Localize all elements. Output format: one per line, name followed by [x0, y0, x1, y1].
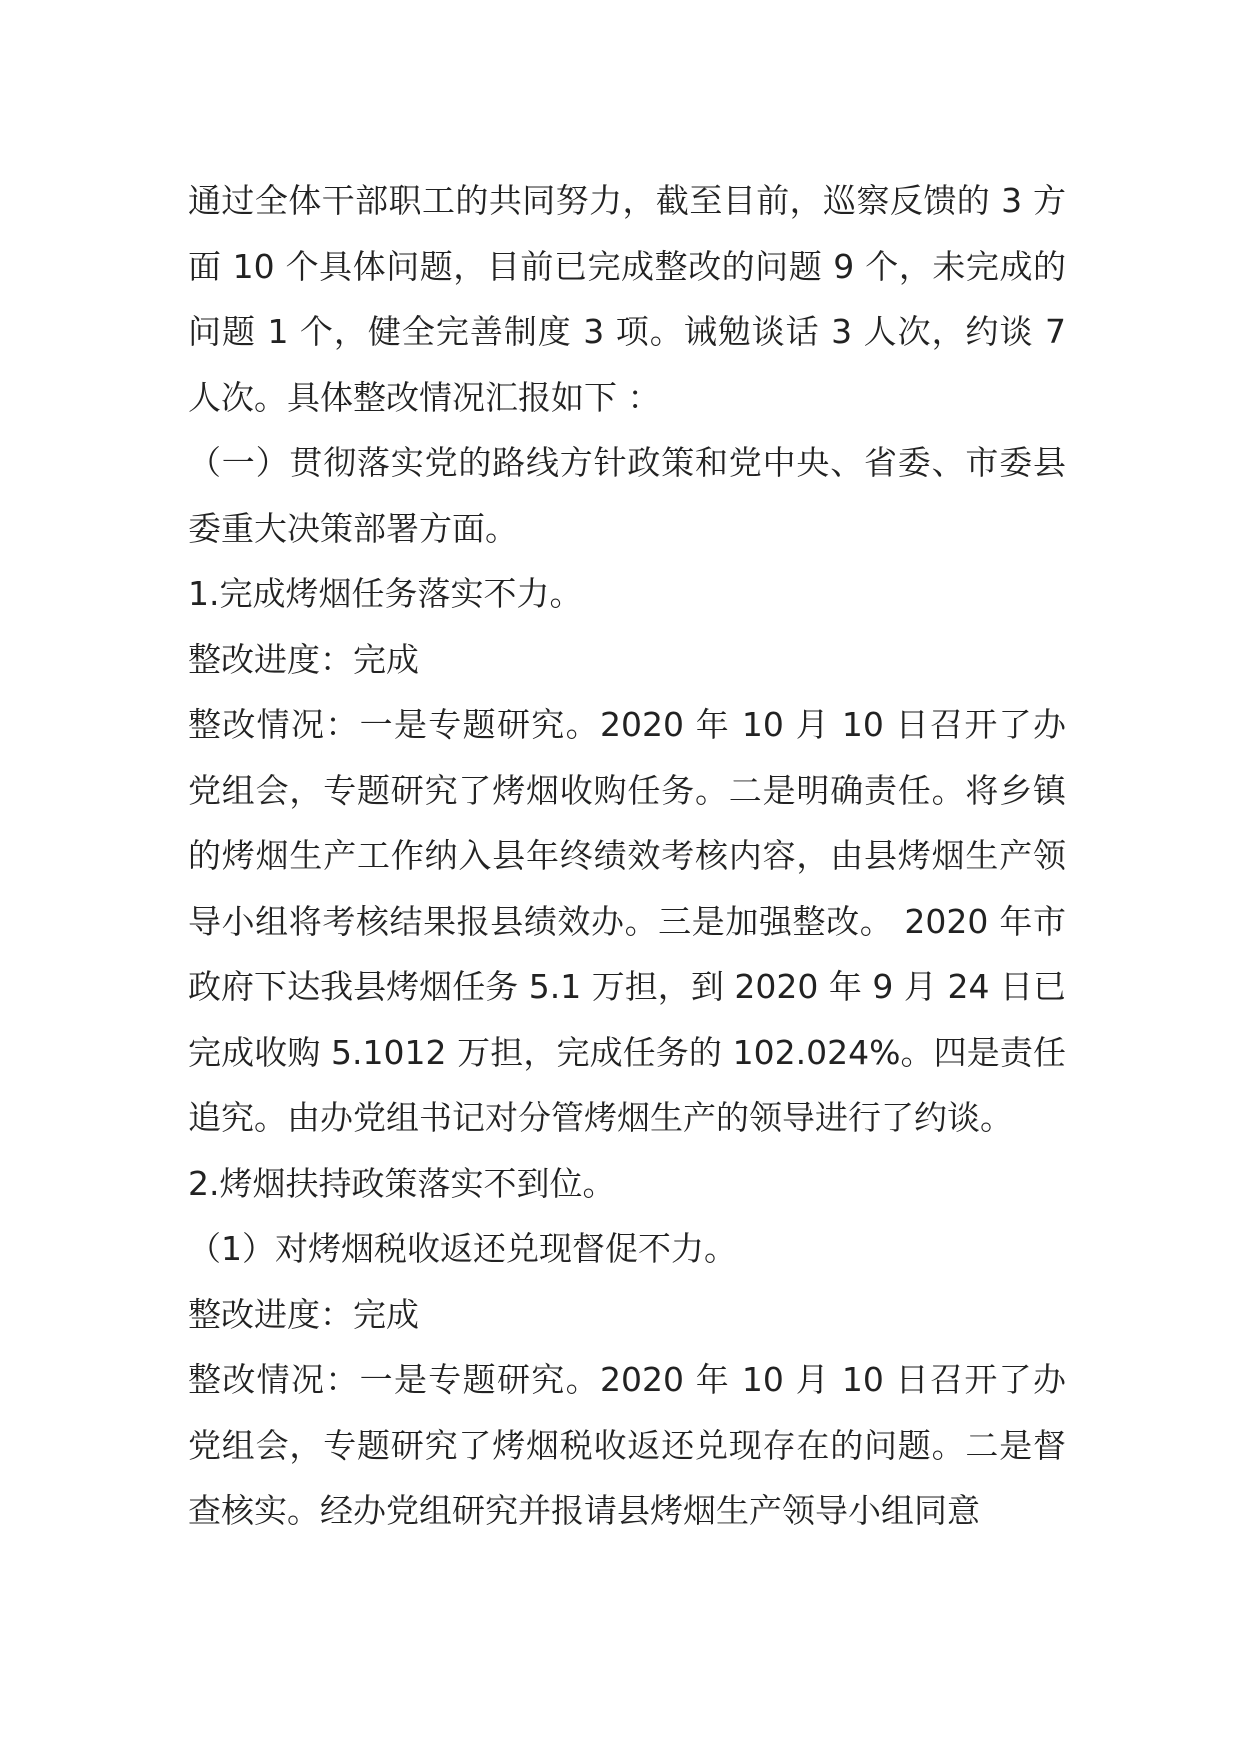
- section-heading: （一）贯彻落实党的路线方针政策和党中央、省委、市委县委重大决策部署方面。: [188, 443, 1066, 548]
- item-heading-1: 1.完成烤烟任务落实不力。: [188, 574, 583, 613]
- rectification-details-2-1: 整改情况：一是专题研究。2020 年 10 月 10 日召开了办党组会，专题研究了烤烟税收返还兑现存在的问题。二是督查核实。经办党组研究并报请县烤烟生产领导小组同意: [188, 1360, 1066, 1530]
- progress-status-2-1: 整改进度：完成: [188, 1294, 419, 1334]
- sub-item-heading-2-1: （1）对烤烟税收返还兑现督促不力。: [188, 1229, 737, 1268]
- intro-paragraph: 通过全体干部职工的共同努力，截至目前，巡察反馈的 3 方面 10 个具体问题，目前已完成整改的问题 9 个，未完成的问题 1 个，健全完善制度 3 项。诫勉谈话 3 人次，约谈 7 人次。具体整改情况汇报如下 ：: [188, 181, 1066, 417]
- item-heading-2: 2.烤烟扶持政策落实不到位。: [188, 1163, 616, 1203]
- document-body: [188, 168, 1066, 1544]
- progress-status-1: 整改进度：完成: [188, 639, 419, 679]
- rectification-details-1: 整改情况：一是专题研究。2020 年 10 月 10 日召开了办党组会，专题研究了烤烟收购任务。二是明确责任。将乡镇的烤烟生产工作纳入县年终绩效考核内容，由县烤烟生产领导小组将考核结果报县绩效办。三是加强整改。 2020 年市政府下达我县烤烟任务 5.1 万担，到 2020 年 9 月 24 日已完成收购 5.1012 万担，完成任务的 102.024%。四是责任追究。由办党组书记对分管烤烟生产的领导进行了约谈。: [188, 705, 1066, 1137]
